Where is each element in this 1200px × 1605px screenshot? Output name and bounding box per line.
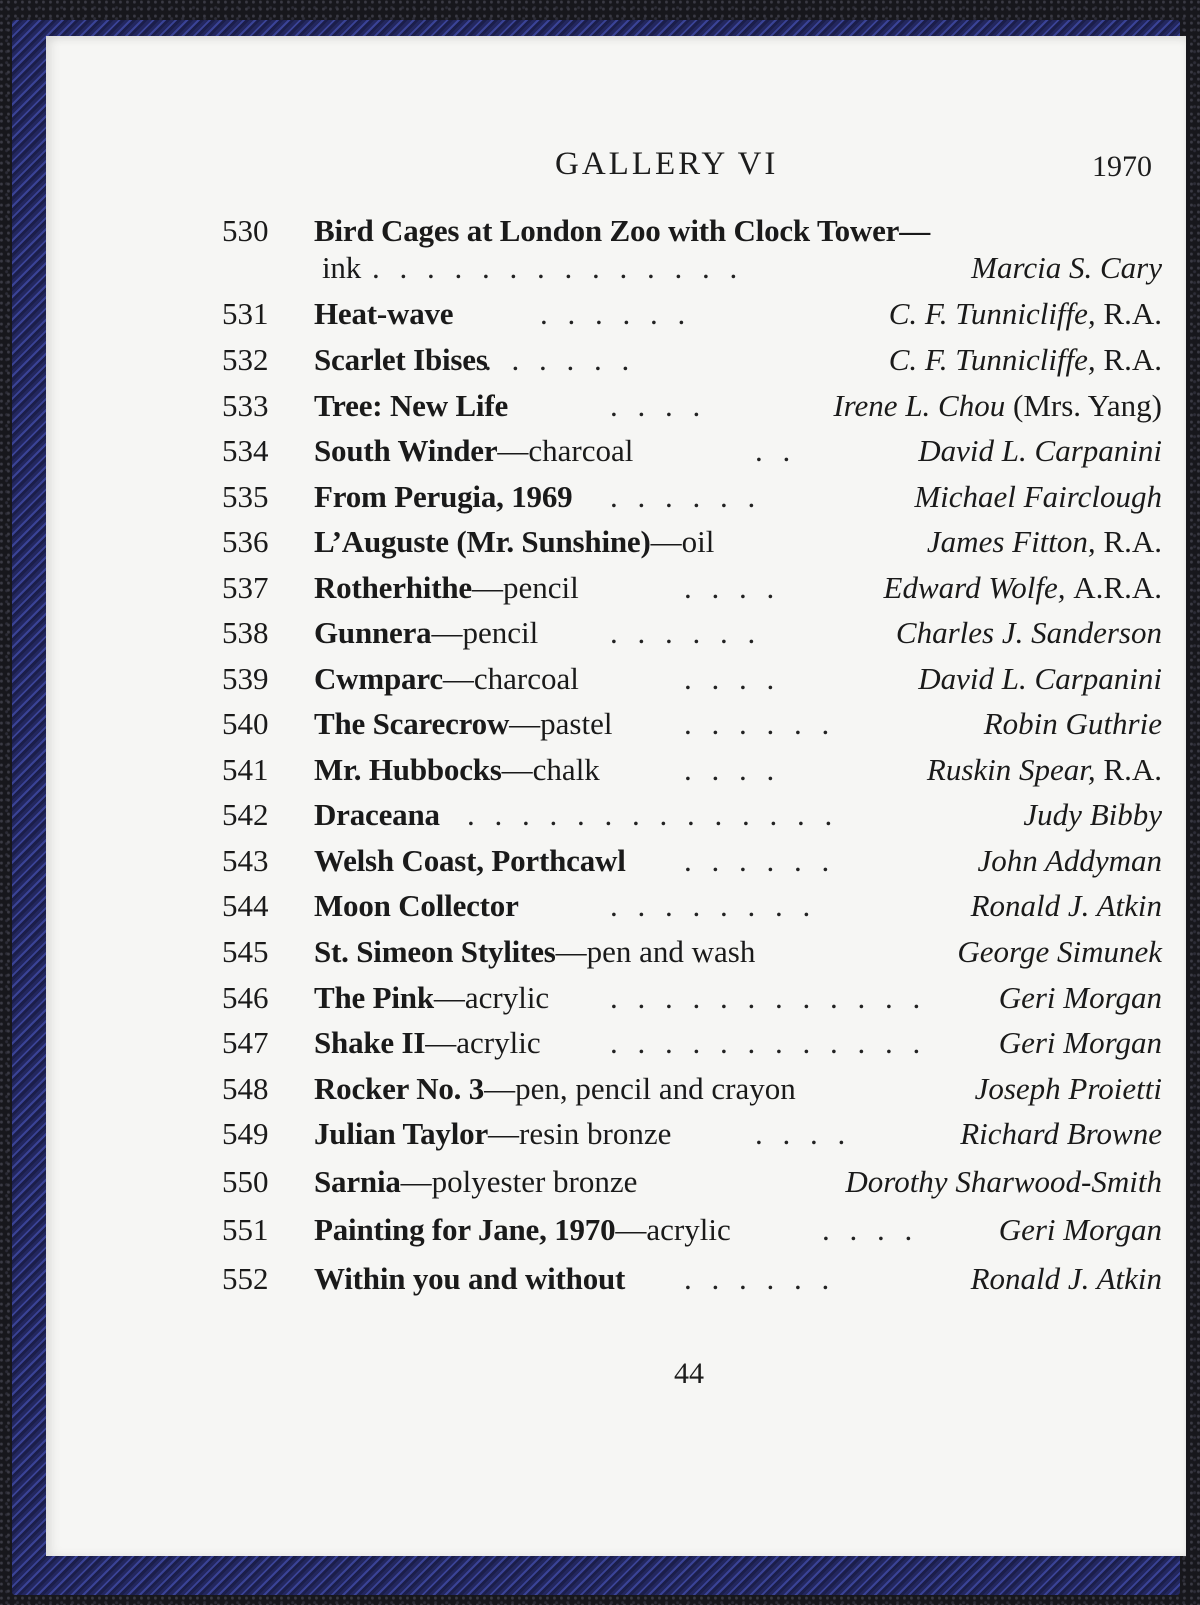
artist-name (889, 342, 1162, 378)
entry-title (314, 213, 930, 249)
work-title: Rotherhithe (314, 570, 472, 605)
entry-title (314, 615, 538, 651)
entry-title (314, 843, 626, 879)
work-title: Shake II (314, 1025, 426, 1060)
catalogue-entry (222, 661, 1162, 705)
catalogue-entry (222, 296, 1162, 340)
entry-number: 537 (222, 570, 269, 605)
entry-number: 530 (222, 213, 269, 248)
artist-honour: R.A. (1103, 342, 1162, 377)
catalogue-entry (222, 934, 1162, 978)
artist-text: David L. Carpanini (918, 661, 1162, 696)
entry-number: 540 (222, 706, 269, 741)
entry-number: 543 (222, 843, 269, 878)
artist-name (999, 1212, 1162, 1248)
dot-leader: . . . . . . . . . . . . (610, 1025, 927, 1060)
catalogue-entry (222, 342, 1162, 386)
catalogue-entry (222, 1025, 1162, 1069)
entry-title (314, 296, 453, 332)
entry-title (314, 1071, 796, 1107)
work-title: Heat-wave (314, 296, 454, 331)
artist-text: Edward Wolfe, (883, 570, 1066, 605)
work-title: Cwmparc (314, 661, 443, 696)
artist-honour: R.A. (1103, 296, 1162, 331)
dot-leader: . . (755, 433, 797, 468)
dot-leader: . . . . . . (684, 706, 836, 741)
entry-title (314, 388, 508, 424)
artist-name (845, 1164, 1162, 1200)
artist-name (999, 1025, 1162, 1061)
work-title: Scarlet Ibises (314, 342, 488, 377)
artist-text: Geri Morgan (998, 1025, 1162, 1060)
entry-number: 539 (222, 661, 269, 696)
work-medium: —resin bronze (488, 1116, 672, 1151)
entry-number: 533 (222, 388, 269, 423)
entry-title (314, 433, 633, 469)
work-medium: —oil (650, 524, 715, 559)
entry-title (314, 1164, 637, 1200)
artist-name (889, 296, 1162, 332)
entry-title (314, 1261, 625, 1297)
artist-name (971, 1261, 1162, 1297)
work-title: Moon Collector (314, 888, 519, 923)
entry-title (314, 570, 579, 606)
catalogue-entry (222, 615, 1162, 659)
artist-name (896, 615, 1162, 651)
work-title: ink (322, 250, 362, 285)
dot-leader: . . . . . . (484, 342, 636, 377)
artist-name (975, 1071, 1162, 1107)
work-title: Welsh Coast, Porthcawl (314, 843, 626, 878)
entry-number: 541 (222, 752, 269, 787)
entry-title (314, 706, 612, 742)
artist-name (927, 752, 1162, 788)
catalogue-entry (222, 570, 1162, 614)
catalogue-entry (222, 888, 1162, 932)
artist-text: Dorothy Sharwood-Smith (845, 1164, 1162, 1199)
entry-title (314, 888, 519, 924)
entry-title (314, 342, 488, 378)
artist-name (927, 524, 1162, 560)
work-medium: —chalk (501, 752, 600, 787)
work-title: Julian Taylor (314, 1116, 489, 1151)
artist-name (918, 433, 1162, 469)
work-medium: —acrylic (615, 1212, 731, 1247)
catalogue-entry (222, 752, 1162, 796)
dot-leader: . . . . . . (610, 615, 762, 650)
entry-number: 535 (222, 479, 269, 514)
artist-text: Michael Fairclough (914, 479, 1162, 514)
artist-name (971, 250, 1162, 286)
work-title: Within you and without (314, 1261, 626, 1296)
catalogue-entry (222, 1261, 1162, 1305)
dot-leader: . . . . . . (540, 296, 692, 331)
catalogue-entry (222, 797, 1162, 841)
dot-leader: . . . . . . (610, 479, 762, 514)
work-title: Draceana (314, 797, 440, 832)
artist-text: Judy Bibby (1023, 797, 1162, 832)
artist-honour: A.R.A. (1073, 570, 1162, 605)
artist-text: Robin Guthrie (983, 706, 1162, 741)
entry-title (314, 1212, 731, 1248)
work-title: Painting for Jane, 1970 (314, 1212, 616, 1247)
artist-text: Marcia S. Cary (971, 250, 1162, 285)
year-heading: 1970 (1092, 150, 1152, 183)
work-title: Rocker No. 3 (314, 1071, 485, 1106)
entry-number: 545 (222, 934, 269, 969)
artist-text: C. F. Tunnicliffe, (888, 342, 1096, 377)
dot-leader: . . . . (822, 1212, 919, 1247)
catalogue-entry (222, 1116, 1162, 1160)
work-medium: —pencil (431, 615, 539, 650)
entry-title (322, 250, 361, 286)
artist-name (884, 570, 1162, 606)
entry-number: 531 (222, 296, 269, 331)
entry-title (314, 752, 600, 788)
dot-leader: . . . . (684, 752, 781, 787)
work-medium: —pen and wash (555, 934, 756, 969)
entry-title (314, 934, 755, 970)
work-medium: —charcoal (442, 661, 579, 696)
work-medium: —pencil (471, 570, 579, 605)
artist-text: Irene L. Chou (833, 388, 1006, 423)
catalogue-entry (222, 843, 1162, 887)
entry-number: 538 (222, 615, 269, 650)
entry-title (314, 1116, 671, 1152)
entry-number: 546 (222, 980, 269, 1015)
work-medium: —pastel (509, 706, 613, 741)
work-title: Mr. Hubbocks (314, 752, 502, 787)
entry-title (314, 479, 572, 515)
entry-title (314, 524, 714, 560)
dot-leader: . . . . (684, 570, 781, 605)
artist-text: Geri Morgan (998, 1212, 1162, 1247)
entry-title (314, 1025, 541, 1061)
work-title: The Scarecrow (314, 706, 510, 741)
dot-leader: . . . . . . (684, 1261, 836, 1296)
dot-leader: . . . . . . . . (610, 888, 817, 923)
catalogue-entry (222, 433, 1162, 477)
artist-honour: R.A. (1103, 524, 1162, 559)
artist-text: Ruskin Spear, (926, 752, 1096, 787)
entry-number: 551 (222, 1212, 269, 1247)
catalogue-entry (222, 1164, 1162, 1208)
artist-name (971, 888, 1162, 924)
work-title: South Winder (314, 433, 498, 468)
work-medium: —polyester bronze (400, 1164, 638, 1199)
artist-honour: R.A. (1103, 752, 1162, 787)
artist-name (918, 661, 1162, 697)
work-title: St. Simeon Stylites (314, 934, 556, 969)
work-title: From Perugia, 1969 (314, 479, 573, 514)
artist-honour: (Mrs. Yang) (1013, 388, 1162, 423)
entry-number: 547 (222, 1025, 269, 1060)
catalogue-entry (222, 479, 1162, 523)
artist-text: Richard Browne (960, 1116, 1162, 1151)
artist-name (914, 479, 1162, 515)
work-title: Tree: New Life (314, 388, 509, 423)
work-medium: —acrylic (425, 1025, 541, 1060)
work-medium: —pen, pencil and crayon (484, 1071, 796, 1106)
entry-number: 534 (222, 433, 269, 468)
dot-leader: . . . . (684, 661, 781, 696)
entry-title (314, 980, 549, 1016)
artist-name (960, 1116, 1162, 1152)
artist-text: David L. Carpanini (918, 433, 1162, 468)
artist-name (957, 934, 1162, 970)
entry-number: 542 (222, 797, 269, 832)
work-title: Sarnia (314, 1164, 401, 1199)
work-title: Bird Cages at London Zoo with Clock Tower— (314, 213, 930, 248)
entry-number: 550 (222, 1164, 269, 1199)
work-title: L’Auguste (Mr. Sunshine) (314, 524, 651, 559)
catalogue-entry (222, 980, 1162, 1024)
dot-leader: . . . . . . . . . . . . . . (467, 797, 839, 832)
entry-number: 532 (222, 342, 269, 377)
dot-leader: . . . . (755, 1116, 852, 1151)
page-number: 44 (674, 1357, 704, 1390)
artist-text: Ronald J. Atkin (970, 1261, 1162, 1296)
artist-text: C. F. Tunnicliffe, (888, 296, 1096, 331)
entry-number: 536 (222, 524, 269, 559)
entry-number: 552 (222, 1261, 269, 1296)
dot-leader: . . . . . . (684, 843, 836, 878)
dot-leader: . . . . . . . . . . . . . . (372, 250, 744, 285)
artist-text: James Fitton, (926, 524, 1096, 559)
entry-title (314, 797, 440, 833)
entry-number: 548 (222, 1071, 269, 1106)
artist-text: John Addyman (977, 843, 1162, 878)
artist-text: Ronald J. Atkin (970, 888, 1162, 923)
gallery-heading: GALLERY VI (555, 146, 779, 182)
entry-number: 549 (222, 1116, 269, 1151)
artist-name (977, 843, 1162, 879)
work-medium: —acrylic (433, 980, 550, 1015)
artist-name (833, 388, 1162, 424)
catalogue-entry (222, 1212, 1162, 1256)
dot-leader: . . . . . . . . . . . . (610, 980, 927, 1015)
artist-name (984, 706, 1162, 742)
artist-text: Joseph Proietti (974, 1071, 1162, 1106)
entry-title (314, 661, 579, 697)
artist-name (999, 980, 1162, 1016)
work-medium: —charcoal (497, 433, 634, 468)
entry-number: 544 (222, 888, 269, 923)
artist-name (1023, 797, 1162, 833)
catalogue-entry (222, 388, 1162, 432)
artist-text: Charles J. Sanderson (895, 615, 1162, 650)
dot-leader: . . . . (610, 388, 707, 423)
work-title: Gunnera (314, 615, 432, 650)
catalogue-entry (222, 1071, 1162, 1115)
catalogue-entry (222, 250, 1162, 294)
catalogue-entry (222, 524, 1162, 568)
artist-text: George Simunek (957, 934, 1162, 969)
catalogue-entry (222, 706, 1162, 750)
work-title: The Pink (314, 980, 434, 1015)
artist-text: Geri Morgan (998, 980, 1162, 1015)
